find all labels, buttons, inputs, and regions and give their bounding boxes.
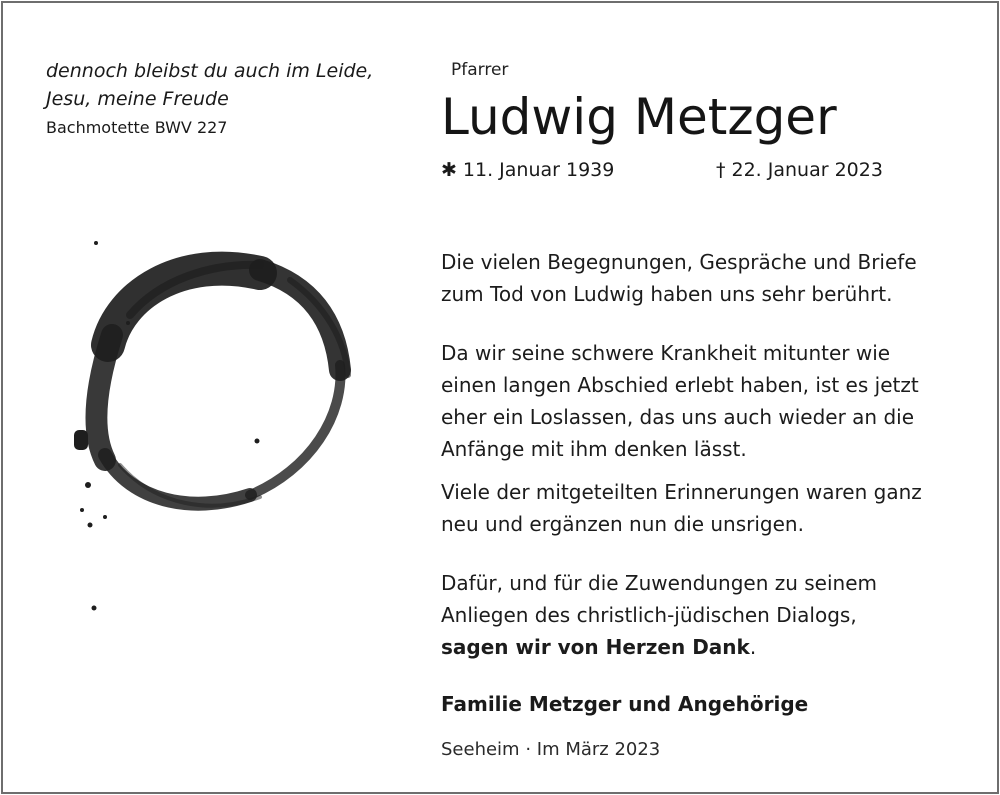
quote-block	[46, 57, 406, 141]
quote-line-1: dennoch bleibst du auch im Leide,	[46, 60, 374, 82]
death-date-text: 22. Januar 2023	[731, 159, 883, 181]
birth-date-text: 11. Januar 1939	[462, 159, 615, 181]
message-paragraph-3	[441, 476, 986, 540]
birth-date	[441, 157, 614, 183]
quote-source: Bachmotette BWV 227	[46, 118, 228, 137]
deceased-role: Pfarrer	[451, 60, 509, 80]
thanks-period: .	[749, 635, 757, 659]
enso-icon	[60, 225, 380, 625]
p3-line-2: neu und ergänzen nun die unsrigen.	[441, 512, 804, 536]
p2-line-3: eher ein Loslassen, das uns auch wieder an die	[441, 405, 915, 429]
death-date	[716, 157, 883, 183]
message-paragraph-4	[441, 567, 986, 663]
p4-line-1: Dafür, und für die Zuwendungen zu seinem	[441, 571, 877, 595]
message-paragraph-2	[441, 337, 986, 465]
p2-line-1: Da wir seine schwere Krankheit mitunter wie	[441, 341, 891, 365]
place-date: Seeheim · Im März 2023	[441, 739, 661, 760]
quote-line-2: Jesu, meine Freude	[46, 88, 229, 110]
p1-line-2: zum Tod von Ludwig haben uns sehr berührt.	[441, 282, 893, 306]
birth-star-icon: ✱	[441, 159, 457, 181]
p4-line-2: Anliegen des christlich-jüdischen Dialogs,	[441, 603, 857, 627]
p1-line-1: Die vielen Begegnungen, Gespräche und Briefe	[441, 250, 917, 274]
message-paragraph-1	[441, 246, 986, 310]
signature: Familie Metzger und Angehörige	[441, 692, 809, 716]
deceased-name: Ludwig Metzger	[441, 88, 837, 146]
p2-line-4: Anfänge mit ihm denken lässt.	[441, 437, 747, 461]
p4-line-3	[441, 631, 986, 663]
p2-line-2: einen langen Abschied erlebt haben, ist es jetzt	[441, 373, 919, 397]
death-cross-icon: †	[716, 159, 726, 181]
p3-line-1: Viele der mitgeteilten Erinnerungen waren ganz	[441, 480, 922, 504]
thanks-bold: sagen wir von Herzen Dank	[441, 635, 750, 659]
